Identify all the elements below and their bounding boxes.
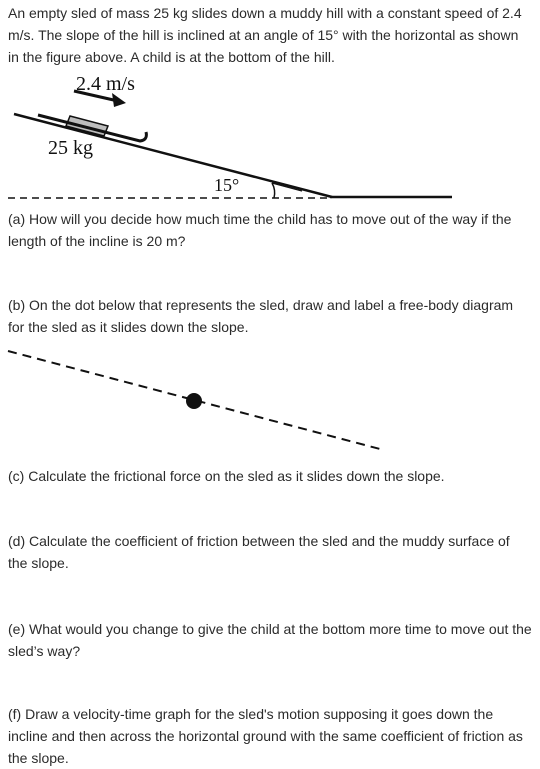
question-e: (e) What would you change to give the child at the bottom more time to move out the sled’s way? [8,621,532,659]
incline-figure [0,70,540,205]
angle-label: 15° [214,175,240,195]
question-c: (c) Calculate the frictional force on the sled as it slides down the slope. [8,468,445,484]
question-d: (d) Calculate the coefficient of friction between the sled and the muddy surface of the slope. [8,533,510,571]
question-f: (f) Draw a velocity-time graph for the sled's motion supposing it goes down the incline and then across the horizontal ground with the same coefficient of friction as the slope. [8,706,523,766]
question-a: (a) How will you decide how much time the child has to move out of the way if the length of the incline is 20 m? [8,211,512,249]
speed-label: 2.4 m/s [76,73,135,95]
free-body-area [0,345,540,455]
sled-dot[interactable] [186,393,202,409]
angle-arc [272,183,275,198]
mass-label: 25 kg [48,137,93,159]
problem-intro: An empty sled of mass 25 kg slides down a muddy hill with a constant speed of 2.4 m/s. The slope of the hill is inclined at an angle of 15° with the horizontal as shown in the figure above. A child is at the bottom of the hill. [8,5,522,65]
question-b: (b) On the dot below that represents the sled, draw and label a free-body diagram for the sled as it slides down the slope. [8,297,514,335]
